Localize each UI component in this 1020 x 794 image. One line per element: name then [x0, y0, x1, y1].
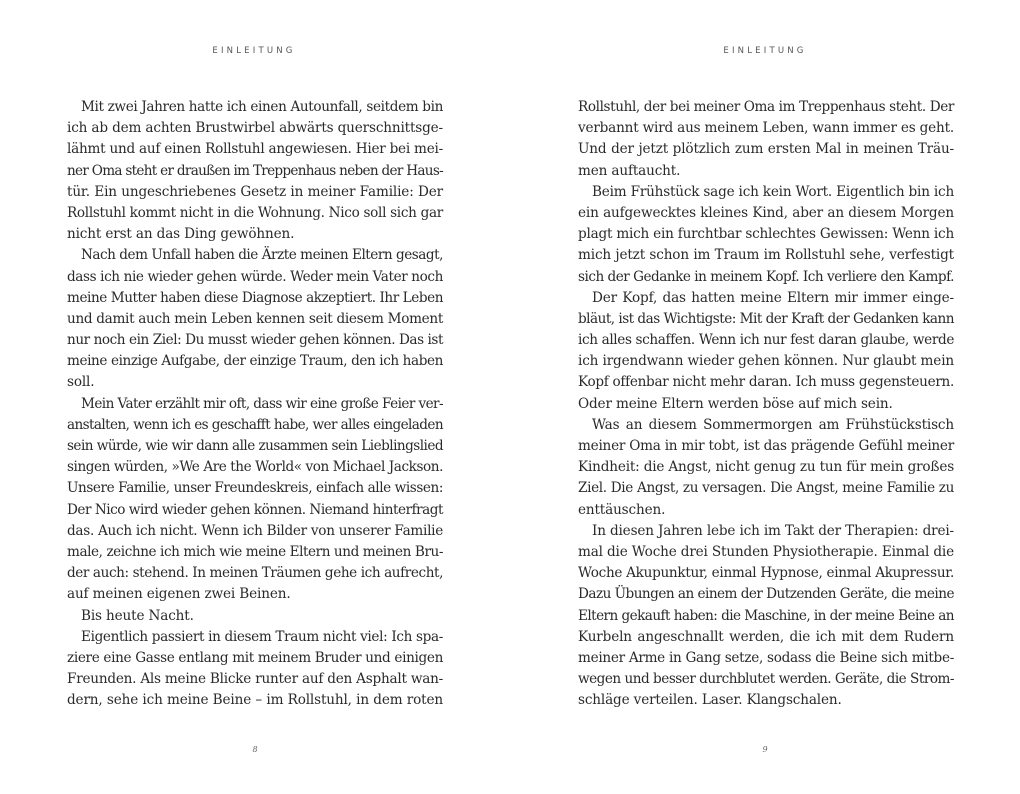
text-line: sich der Gedanke in meinem Kopf. Ich verliere den Kampf.	[578, 268, 954, 285]
text-line: ich irgendwann wieder gehen können. Nur glaubt mein	[578, 353, 954, 370]
text-line: Rollstuhl kommt nicht in die Wohnung. Nico soll sich gar	[67, 204, 443, 221]
text-line: men auftaucht.	[578, 162, 681, 179]
text-line: ich alles schaffen. Wenn ich nur fest daran glaube, werde	[578, 332, 954, 349]
text-line: dass ich nie wieder gehen würde. Weder mein Vater noch	[67, 268, 443, 285]
page-number: 8	[252, 745, 258, 754]
text-line: Unsere Familie, unser Freundeskreis, einfach alle wissen:	[67, 480, 443, 497]
text-line: lähmt und auf einen Rollstuhl angewiesen. Hier bei mei-	[67, 141, 443, 158]
running-head: EINLEITUNG	[723, 46, 807, 56]
text-line: ich ab dem achten Brustwirbel abwärts querschnittsge-	[67, 120, 443, 137]
text-line: male, zeichne ich mich wie meine Eltern und meinen Bru-	[67, 543, 443, 560]
text-line: meine einzige Aufgabe, der einzige Traum, den ich haben	[67, 353, 443, 370]
text-line: schläge verteilen. Laser. Klangschalen.	[578, 692, 842, 709]
text-line: wegen und besser durchblutet werden. Geräte, die Strom-	[578, 671, 954, 688]
text-line: Kopf offenbar nicht mehr daran. Ich muss gegensteuern.	[578, 374, 954, 391]
text-line: soll.	[67, 374, 95, 391]
text-line: enttäuschen.	[578, 501, 666, 518]
text-line: mal die Woche drei Stunden Physiotherapie. Einmal die	[578, 543, 954, 560]
text-line: meine Mutter haben diese Diagnose akzeptiert. Ihr Leben	[67, 289, 443, 306]
text-line: nur noch ein Ziel: Du musst wieder gehen können. Das ist	[67, 332, 443, 349]
text-line: ein aufgewecktes kleines Kind, aber an diesem Morgen	[578, 204, 954, 221]
text-line: Der Kopf, das hatten meine Eltern mir immer einge-	[592, 289, 954, 306]
text-line: ner Oma steht er draußen im Treppenhaus neben der Haus-	[67, 162, 443, 179]
text-line: der auch: stehend. In meinen Träumen gehe ich aufrecht,	[67, 565, 443, 582]
text-line: Was an diesem Sommermorgen am Frühstückstisch	[592, 416, 954, 433]
text-line: ziere eine Gasse entlang mit meinem Bruder und einigen	[67, 649, 443, 666]
text-line: dern, sehe ich meine Beine – im Rollstuhl, in dem roten	[67, 692, 443, 709]
body-text	[67, 97, 443, 711]
text-line: mich jetzt schon im Traum im Rollstuhl sehe, verfestigt	[578, 247, 954, 264]
text-line: Ziel. Die Angst, zu versagen. Die Angst, meine Familie zu	[578, 480, 954, 497]
text-line: Freunden. Als meine Blicke runter auf den Asphalt wan-	[67, 671, 443, 688]
text-line: das. Auch ich nicht. Wenn ich Bilder von unserer Familie	[67, 522, 443, 539]
text-line: Beim Frühstück sage ich kein Wort. Eigentlich bin ich	[592, 183, 954, 200]
text-line: singen würden, »We Are the World« von Michael Jackson.	[67, 459, 443, 476]
text-line: Mit zwei Jahren hatte ich einen Autounfall, seitdem bin	[81, 99, 443, 115]
text-line: meiner Oma in mir tobt, ist das prägende Gefühl meiner	[578, 438, 954, 454]
text-line: Dazu Übungen an einem der Dutzenden Geräte, die meine	[578, 586, 954, 603]
text-line: Woche Akupunktur, einmal Hypnose, einmal Akupressur.	[578, 565, 954, 582]
text-line: nicht erst an das Ding gewöhnen.	[67, 226, 295, 243]
text-line: tür. Ein ungeschriebenes Gesetz in meiner Familie: Der	[67, 183, 443, 200]
body-text	[578, 97, 954, 711]
page-number: 9	[762, 745, 768, 754]
text-line: Und der jetzt plötzlich zum ersten Mal in meinen Träu-	[578, 141, 954, 158]
running-head: EINLEITUNG	[212, 46, 296, 56]
text-line: Nach dem Unfall haben die Ärzte meinen Eltern gesagt,	[81, 247, 443, 264]
text-line: Eigentlich passiert in diesem Traum nicht viel: Ich spa-	[81, 628, 443, 645]
text-line: bläut, ist das Wichtigste: Mit der Kraft der Gedanken kann	[578, 310, 954, 327]
text-line: Rollstuhl, der bei meiner Oma im Treppenhaus steht. Der	[578, 99, 954, 115]
text-line: meiner Arme in Gang setze, sodass die Beine sich mitbe-	[578, 649, 954, 666]
text-line: und damit auch mein Leben kennen seit diesem Moment	[67, 310, 443, 327]
text-line: verbannt wird aus meinem Leben, wann immer es geht.	[578, 120, 954, 137]
text-line: Oder meine Eltern werden böse auf mich sein.	[578, 395, 893, 412]
text-line: Eltern gekauft haben: die Maschine, in der meine Beine an	[578, 607, 954, 624]
text-line: In diesen Jahren lebe ich im Takt der Therapien: drei-	[592, 522, 954, 539]
text-line: Mein Vater erzählt mir oft, dass wir eine große Feier ver-	[81, 395, 443, 412]
text-line: anstalten, wenn ich es geschafft habe, wer alles eingeladen	[67, 416, 443, 433]
text-line: auf meinen eigenen zwei Beinen.	[67, 586, 291, 603]
text-line: Kurbeln angeschnallt werden, die ich mit dem Rudern	[578, 628, 954, 645]
text-line: sein würde, wie wir dann alle zusammen sein Lieblingslied	[67, 438, 443, 454]
text-line: Bis heute Nacht.	[81, 607, 194, 624]
text-line: Der Nico wird wieder gehen können. Niemand hinterfragt	[67, 501, 443, 518]
text-line: Kindheit: die Angst, nicht genug zu tun für mein großes	[578, 459, 954, 476]
text-line: plagt mich ein furchtbar schlechtes Gewissen: Wenn ich	[578, 226, 954, 243]
right-page	[510, 0, 1020, 794]
